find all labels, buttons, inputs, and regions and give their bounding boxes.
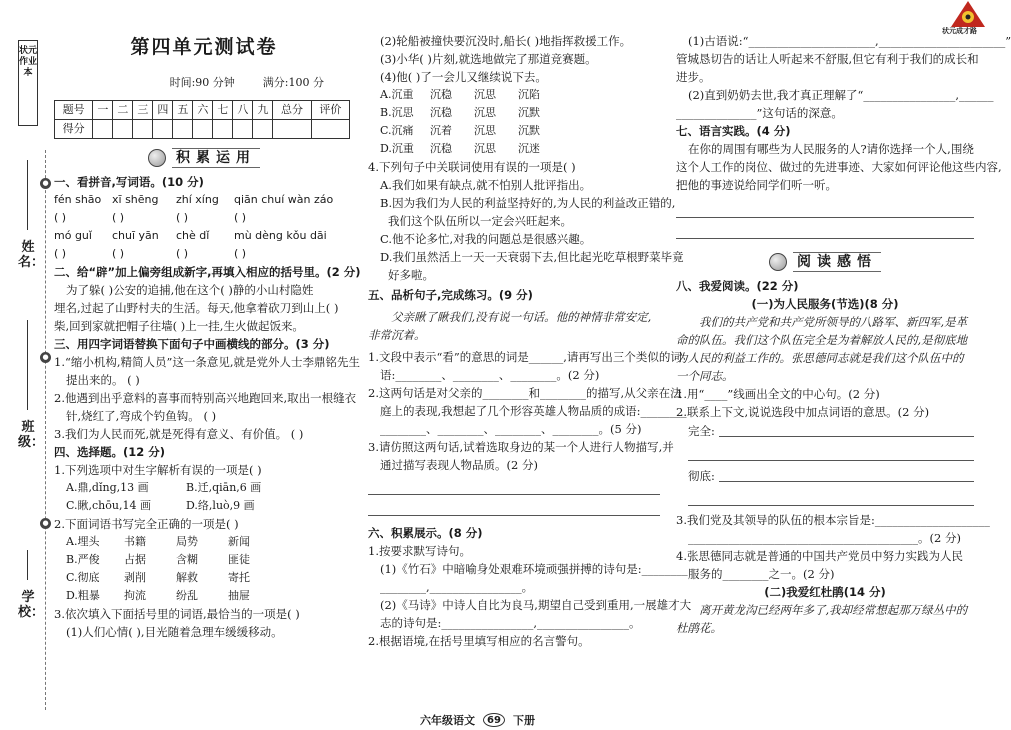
score-cell: 五 [173,101,193,120]
question-text: 1.文段中表示“看”的意思的词是______,请再写出三个类似的词 [368,350,682,364]
question-title: 五、品析句子,完成练习。(9 分) [368,288,533,302]
exam-score: 满分:100 分 [262,76,324,89]
pinyin: xī shēng [112,193,159,206]
answer-line[interactable] [368,500,660,516]
score-input[interactable] [173,120,193,139]
section-header-reading [676,251,974,273]
logo-text: 状元成才路 [942,27,977,35]
page-footer [420,712,535,728]
footer-grade: 六年级语文 [420,714,475,727]
option-word: 沉稳 [430,88,452,101]
question-title: 四、选择题。(12 分) [54,445,166,459]
option-continued: 好多啦。 [388,268,434,282]
question-text: (3)小华( )片刻,就选地做完了那道竞赛题。 [380,52,597,66]
question-text: 进步。 [676,70,711,84]
option-row[interactable] [368,140,660,158]
question-text: 提出来的。 ( ) [66,373,140,387]
exam-time: 时间:90 分钟 [169,76,235,89]
score-table [54,100,350,139]
score-table-header-row [55,101,350,120]
option-row[interactable] [54,569,354,587]
binding-dot: ● [40,352,51,363]
column-1 [54,0,361,712]
score-cell: 评价 [311,101,349,120]
answer-bracket[interactable]: ( ) [54,211,67,224]
question-text: 埋名,过起了山野村夫的生活。每天,他拿着砍刀到山上( ) [54,301,339,315]
pinyin: fén shāo [54,193,102,206]
option-word: 书籍 [124,535,146,548]
option-row[interactable] [54,551,354,569]
option-word: 占据 [124,553,146,566]
question-title: 六、积累展示。(8 分) [368,526,483,540]
passage: 父亲瞅了瞅我们,没有说一句话。他的神情非常安定,非常沉着。 [368,310,652,342]
score-input[interactable] [113,120,133,139]
answer-line[interactable] [688,490,974,506]
question-text: 这个人工作的岗位、做过的先进事迹、大家如何评论他这些内容, [676,160,1002,174]
option-row [54,479,354,497]
score-cell: 题号 [55,101,93,120]
question-text: 为了躲( )公安的追捕,他在这个( )静的小山村隐姓 [66,283,314,297]
pinyin: mù dèng kǒu dāi [234,229,327,242]
option-word: D.粗暴 [66,589,100,602]
answer-bracket[interactable]: ( ) [54,247,67,260]
pinyin: chè dǐ [176,229,210,242]
score-input[interactable] [133,120,153,139]
option-row[interactable] [368,86,660,104]
question-text: 3.请仿照这两句话,试着选取身边的某一个人进行人物描写,并 [368,440,674,454]
exam-meta [54,74,354,92]
question-text: ______________”这句话的深意。 [676,106,843,120]
answer-line[interactable] [719,421,974,437]
question-text: 志的诗句是:________________,________________。 [380,616,641,630]
option[interactable]: C.瞅,chōu,14 画 [66,499,151,512]
question-text: 2.这两句话是对父亲的________和________的描写,从父亲在法 [368,386,682,400]
option-word: A.埋头 [66,535,100,548]
pinyin: qiān chuí wàn záo [234,193,334,206]
question-text: (1)《竹石》中暗喻身处艰难环境顽强拼搏的诗句是:________ [380,562,688,576]
class-label: 班级： [18,420,45,450]
score-table-score-row [55,120,350,139]
question-title: 七、语言实践。(4 分) [676,124,791,138]
option-word: 沉陷 [518,88,540,101]
question-text: (1)古语说:“______________________,______________________” [688,34,1011,48]
answer-bracket[interactable]: ( ) [112,211,125,224]
option-word: 沉思 [474,106,496,119]
option[interactable]: B.因为我们为人民的利益坚持好的,为人民的利益改正错的, [380,196,676,210]
answer-line[interactable] [368,479,660,495]
reading-title: (一)为人民服务(节选)(8 分) [751,297,899,311]
passage: 离开黄龙沟已经两年多了,我却经常想起那万绿丛中的杜鹃花。 [676,603,968,635]
option[interactable]: D.我们虽然活上一天一天衰弱下去,但比起光吃草根野菜毕竟 [380,250,684,264]
answer-bracket[interactable]: ( ) [234,247,247,260]
column-2 [368,0,692,712]
school-line [27,550,28,580]
answer-line[interactable] [676,223,974,239]
question-text: ________,________________。 [380,580,534,594]
cut-line [45,150,46,710]
score-input[interactable] [233,120,253,139]
score-cell: 八 [233,101,253,120]
answer-bracket-row [54,209,354,227]
score-cell: 二 [113,101,133,120]
score-input[interactable] [153,120,173,139]
binding-dot: ● [40,178,51,189]
option-word: C.沉痛 [380,124,414,137]
score-cell: 三 [133,101,153,120]
option[interactable]: B.迁,qiān,6 画 [186,481,262,494]
answer-row [688,421,974,440]
question-text: 4.张思德同志就是普通的中国共产党员中努力实践为人民 [676,549,963,563]
score-cell: 四 [153,101,173,120]
question-text: 管城恳切告的话让人听起来不舒服,但它有利于我们的成长和 [676,52,979,66]
question-text: 1.按要求默写诗句。 [368,544,471,558]
answer-bracket-row [54,245,354,263]
answer-bracket[interactable]: ( ) [176,211,189,224]
option-row[interactable] [54,587,354,605]
option[interactable]: A.鼎,dǐng,13 画 [66,481,149,494]
question-text: (1)人们心情( ),目光随着急理车缓缓移动。 [66,625,283,639]
reading-title: (二)我爱红杜鹃(14 分) [764,585,886,599]
score-cell: 六 [193,101,213,120]
page-number: 69 [483,713,505,727]
pinyin-row [54,191,354,209]
score-input[interactable] [273,120,311,139]
class-line [27,320,28,410]
option-word: A.沉重 [380,88,414,101]
option-word: 匪徒 [228,553,250,566]
option-word: 解救 [176,571,198,584]
option-word: 沉稳 [430,106,452,119]
question-text: 1.用“____”线画出全文的中心句。(2 分) [676,387,880,401]
score-input[interactable] [213,120,233,139]
option-row[interactable] [368,122,660,140]
question-text: 2.他遇到出乎意料的喜事而特别高兴地跑回来,取出一根缝衣 [54,391,357,405]
option-word: 寄托 [228,571,250,584]
question-text: 2.根据语境,在括号里填写相应的名言警句。 [368,634,590,648]
binding-margin [0,0,50,730]
option-word: 含糊 [176,553,198,566]
option-row [54,497,354,515]
answer-bracket[interactable]: ( ) [234,211,247,224]
column-3 [676,0,1011,712]
option[interactable]: D.络,luò,9 画 [186,499,255,512]
option-row[interactable] [54,533,354,551]
score-cell: 七 [213,101,233,120]
option-word: 沉迷 [518,142,540,155]
question-title: 一、看拼音,写词语。(10 分) [54,175,204,189]
answer-bracket[interactable]: ( ) [176,247,189,260]
question-text: 3.我们为人民而死,就是死得有意义、有价值。 ( ) [54,427,304,441]
pinyin: mó guǐ [54,229,92,242]
question-text: (2)轮船被撞快要沉没时,船长( )地指挥救援工作。 [380,34,632,48]
answer-row [688,466,974,485]
question-title: 八、我爱阅读。(22 分) [676,279,799,293]
score-input[interactable] [93,120,113,139]
question-text: ________________________________________。(2 分) [688,531,961,545]
option-word: C.彻底 [66,571,100,584]
question-text: 1.下列选项中对生字解析有误的一项是( ) [54,463,262,477]
score-input[interactable] [253,120,273,139]
name-line [27,160,28,230]
option-word: 沉思 [474,88,496,101]
answer-line[interactable] [676,202,974,218]
answer-bracket[interactable]: ( ) [112,247,125,260]
option-word: 沉稳 [430,142,452,155]
school-label: 学校： [18,590,45,620]
score-cell: 得分 [55,120,93,139]
question-text: 在你的周围有哪些为人民服务的人?请你选择一个人,围绕 [688,142,974,156]
answer-line[interactable] [688,445,974,461]
pinyin: zhí xíng [176,193,219,206]
option[interactable]: A.我们如果有缺点,就不怕别人批评指出。 [380,178,592,192]
page-title: 第四单元测试卷 [130,36,278,58]
passage: 我们的共产党和共产党所领导的八路军、新四军,是革命的队伍。我们这个队伍完全是为着解放人民的,是彻底地为人民的利益工作的。张思德同志就是我们这个队伍中的一个同志。 [676,315,968,383]
option-word: 拘流 [124,589,146,602]
question-title: 二、给“辟”加上偏旁组成新字,再填入相应的括号里。(2 分) [54,265,361,279]
question-text: 庭上的表现,我想起了几个形容英雄人物品质的成语:________ [380,404,687,418]
brand-tag: 状元作业本 [18,40,38,126]
question-text: 2.联系上下文,说说选段中加点词语的意思。(2 分) [676,405,930,419]
option-word: 剥削 [124,571,146,584]
question-text: 语:________、________、________。(2 分) [380,368,600,382]
option-word: 沉思 [474,124,496,137]
answer-line[interactable] [719,466,974,482]
ball-icon [769,253,787,271]
footer-volume: 下册 [513,714,535,727]
question-text: (2)直到奶奶去世,我才真正理解了“________________,______ [688,88,994,102]
question-text: 3.我们党及其领导的队伍的根本宗旨是:____________________ [676,513,990,527]
question-text: (2)《马诗》中诗人自比为良马,期望自己受到重用,一展雄才大 [380,598,692,612]
question-title: 三、用四字词语替换下面句子中画横线的部分。(3 分) [54,337,330,351]
option-word: 纷乱 [176,589,198,602]
section-title: 积累运用 [172,148,260,168]
score-cell: 总分 [273,101,311,120]
answer-label: 完全: [688,424,715,438]
score-input[interactable] [311,120,349,139]
question-text: 针,烧红了,弯成个钓鱼钩。 ( ) [66,409,217,423]
option[interactable]: C.他不论多忙,对我的问题总是很感兴趣。 [380,232,592,246]
score-cell: 九 [253,101,273,120]
question-text: ________、________、________、________。(5 分) [380,422,642,436]
option-word: 局势 [176,535,198,548]
option-row[interactable] [368,104,660,122]
binding-dot: ● [40,518,51,529]
option-word: 沉着 [430,124,452,137]
answer-label: 彻底: [688,469,715,483]
question-text: 2.下面词语书写完全正确的一项是( ) [54,517,239,531]
ball-icon [148,149,166,167]
question-text: 4.下列句子中关联词使用有误的一项是( ) [368,160,576,174]
option-word: 沉默 [518,124,540,137]
pinyin-row [54,227,354,245]
score-input[interactable] [193,120,213,139]
question-text: 3.依次填入下面括号里的词语,最恰当的一项是( ) [54,607,300,621]
name-label: 姓名： [18,240,45,270]
option-word: D.沉重 [380,142,414,155]
score-cell: 一 [93,101,113,120]
question-text: 柴,回到家就把帽子往墙( )上一挂,生火做起饭来。 [54,319,304,333]
question-text: (4)他( )了一会儿又继续说下去。 [380,70,547,84]
option-continued: 我们这个队伍所以一定会兴旺起来。 [388,214,572,228]
question-text: 把他的事迹说给同学们听一听。 [676,178,837,192]
question-text: 服务的________之一。(2 分) [688,567,835,581]
question-text: 通过描写表现人物品质。(2 分) [380,458,538,472]
option-word: 沉默 [518,106,540,119]
section-header-accumulation [54,147,354,169]
section-title: 阅读感悟 [793,252,881,272]
option-word: 沉思 [474,142,496,155]
option-word: B.严俊 [66,553,100,566]
option-word: 新闻 [228,535,250,548]
option-word: B.沉思 [380,106,414,119]
pinyin: chuī yān [112,229,159,242]
option-word: 抽屉 [228,589,250,602]
question-text: 1.“缩小机构,精简人员”这一条意见,就是党外人士李鼎铭先生 [54,355,361,369]
